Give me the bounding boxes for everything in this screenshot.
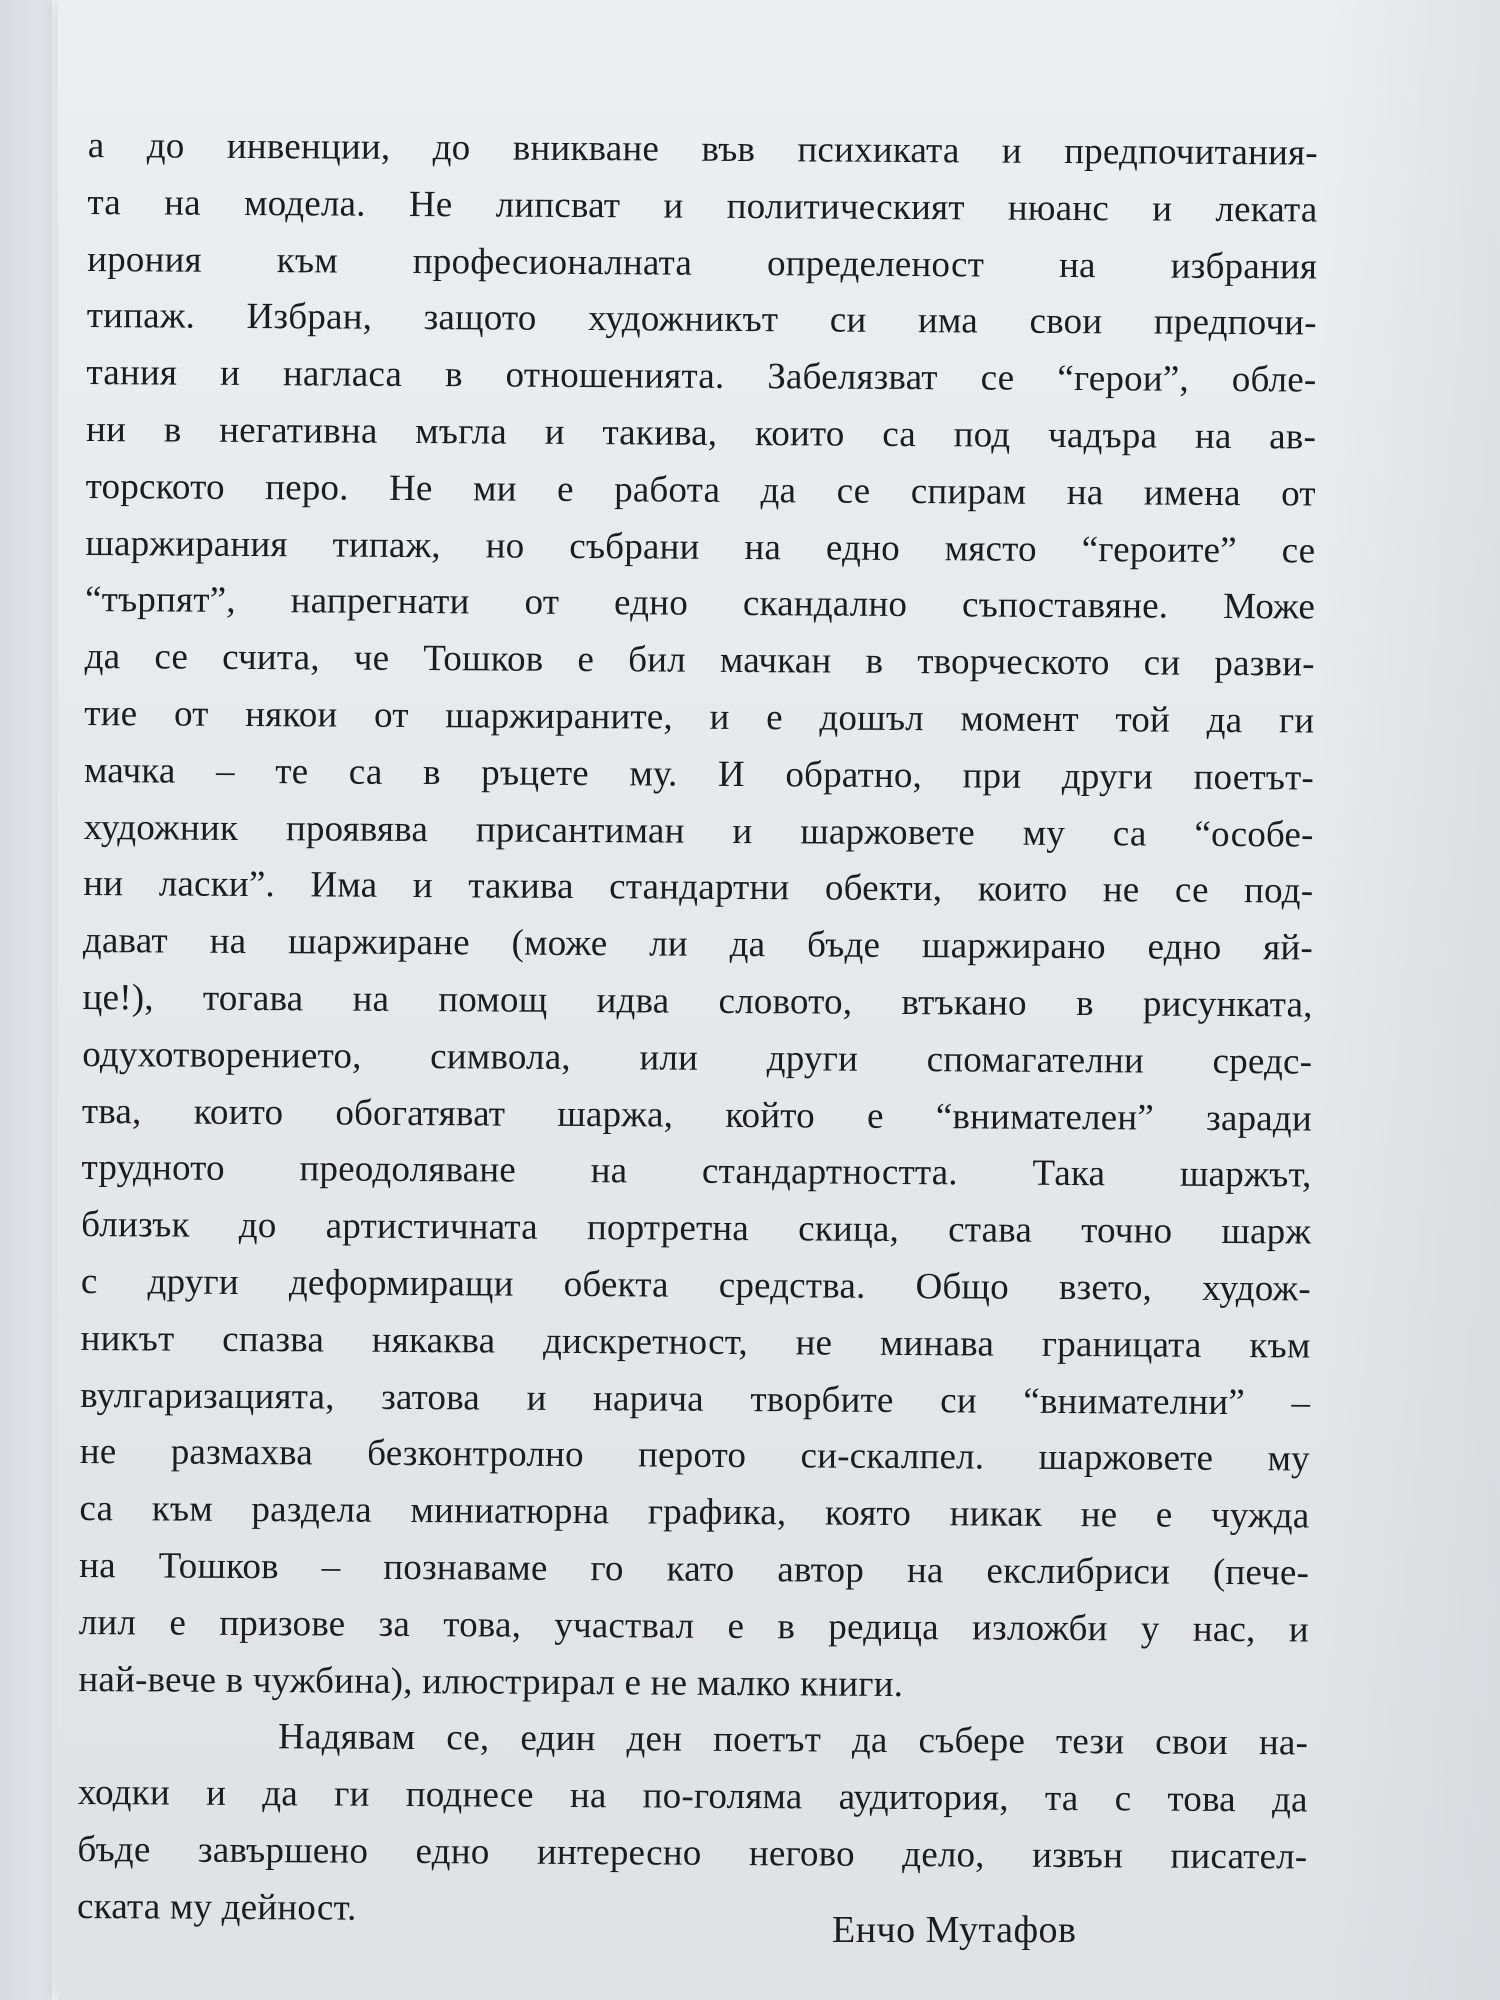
text-line: ни ласки”. Има и такива стандартни обекти, които не се под- bbox=[83, 863, 1314, 912]
body-text bbox=[77, 118, 1318, 1943]
text-line: дават на шаржиране (може ли да бъде шаржирано едно яй- bbox=[82, 920, 1314, 969]
text-line: художник проявява присантиман и шаржовете му са “особе- bbox=[83, 806, 1314, 856]
text-line: бъде завършено едно интересно негово дело, извън писател- bbox=[77, 1828, 1308, 1878]
text-line: одухотворението, символа, или други спомагателни средс- bbox=[82, 1033, 1313, 1083]
text-line: ската му дейност. bbox=[76, 1885, 357, 1929]
text-line: типаж. Избран, защото художникът си има свои предпочи- bbox=[86, 295, 1317, 344]
text-line: близък до артистичната портретна скица, става точно шарж bbox=[81, 1204, 1312, 1253]
text-line: са към раздела миниатюрна графика, която никак не е чужда bbox=[79, 1488, 1310, 1537]
text-line: а до инвенции, до вникване във психиката и предпочитания- bbox=[87, 124, 1318, 174]
text-line-indented: Надявам се, един ден поетът да събере тези свои на- bbox=[277, 1716, 1309, 1764]
text-line: да се счита, че Тошков е бил мачкан в творческото си разви- bbox=[84, 636, 1315, 685]
text-line: тие от някои от шаржираните, и е дошъл момент той да ги bbox=[84, 692, 1315, 742]
text-line: ирония към професионалната определеност на избрания bbox=[87, 238, 1318, 288]
text-line: торското перо. Не ми е работа да се спирам на имена от bbox=[85, 465, 1316, 515]
text-line: це!), тогава на помощ идва словото, втъкано в рисунката, bbox=[82, 976, 1313, 1026]
text-line: лил е призове за това, участвал е в редица изложби у нас, и bbox=[78, 1601, 1309, 1651]
text-line: на Тошков – познаваме го като автор на екслибриси (пече- bbox=[79, 1544, 1310, 1594]
author-signature: Енчо Мутафов bbox=[832, 1909, 1077, 1951]
text-line: ни в негативна мъгла и такива, които са под чадъра на ав- bbox=[85, 408, 1317, 458]
text-line: с други деформиращи обекта средства. Общо взето, худож- bbox=[80, 1260, 1311, 1310]
text-line: вулгаризацията, затова и нарича творбите си “внимателни” – bbox=[80, 1374, 1311, 1424]
text-line: ходки и да ги поднесе на по-голяма аудитория, та с това да bbox=[77, 1772, 1308, 1821]
text-line: никът спазва някаква дискретност, не минава границата към bbox=[80, 1317, 1311, 1367]
page-shading bbox=[1320, 0, 1500, 2000]
text-line: “търпят”, напрегнати от едно скандално съпоставяне. Може bbox=[84, 579, 1316, 628]
text-line: мачка – те са в ръцете му. И обратно, при други поетът- bbox=[83, 749, 1315, 799]
text-line: шаржирания типаж, но събрани на едно място “героите” се bbox=[85, 522, 1316, 572]
text-line: най-вече в чужбина), илюстрирал е не малко книги. bbox=[78, 1658, 904, 1705]
text-line: та на модела. Не липсват и политическият нюанс и леката bbox=[87, 181, 1318, 231]
text-line: тания и нагласа в отношенията. Забелязват се “герои”, обле- bbox=[86, 352, 1317, 401]
text-line: не размахва безконтролно перото си-скалпел. шаржовете му bbox=[79, 1431, 1310, 1480]
text-line: трудното преодоляване на стандартността. Така шаржът, bbox=[81, 1147, 1312, 1196]
text-line: тва, които обогатяват шаржа, който е “внимателен” заради bbox=[81, 1090, 1313, 1140]
